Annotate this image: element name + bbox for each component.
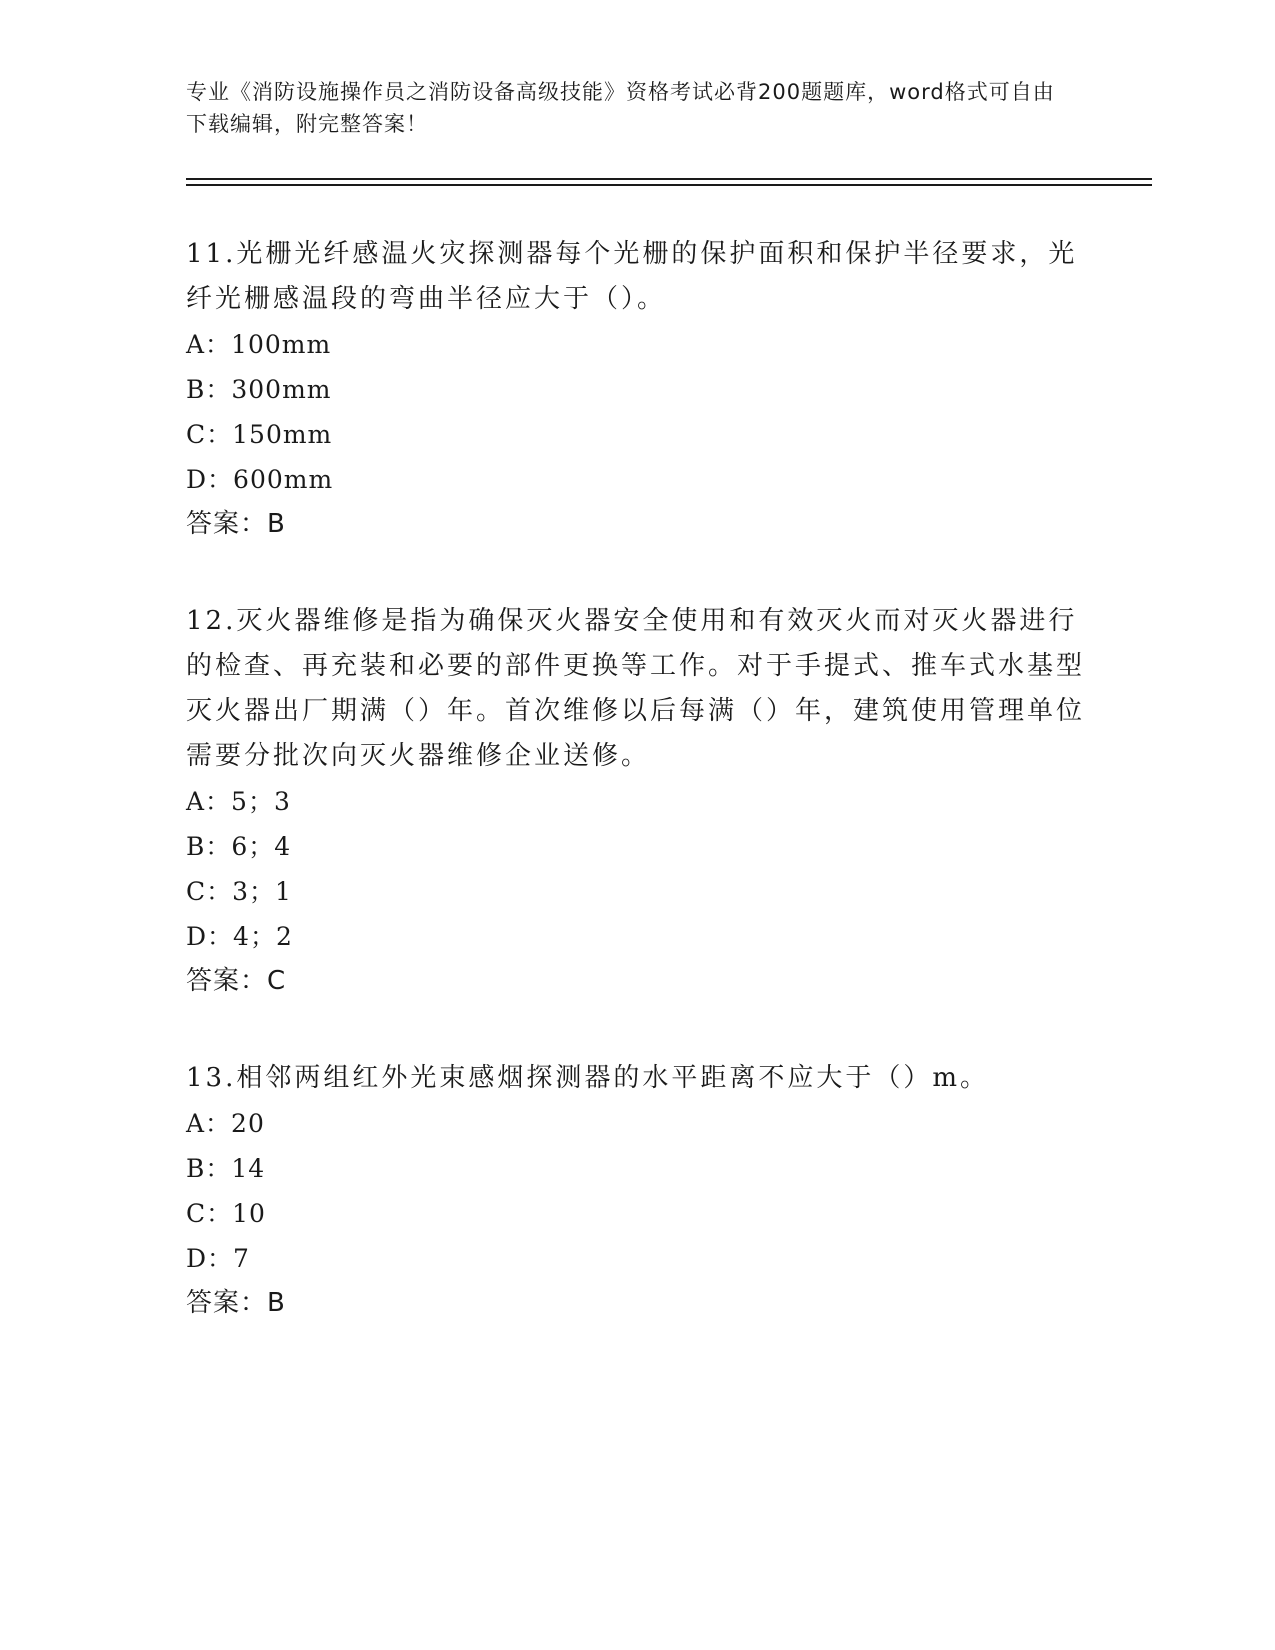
- question-stem: 12.灭火器维修是指为确保灭火器安全使用和有效灭火而对灭火器进行的检查、再充装和必要的部件更换等工作。对于手提式、推车式水基型灭火器出厂期满（）年。首次维修以后每满（）年，建筑使用管理单位需要分批次向灭火器维修企业送修。: [186, 606, 1086, 771]
- document-intro: 专业《消防设施操作员之消防设备高级技能》资格考试必背200题题库，word格式可自由下载编辑，附完整答案！: [186, 80, 1055, 136]
- option-c: C：150mm: [186, 420, 333, 449]
- question-list: [186, 232, 1086, 1378]
- option-d: D：600mm: [186, 465, 334, 494]
- answer-line: 答案：C: [186, 966, 287, 996]
- option-d: D：4；2: [186, 922, 293, 951]
- option-d: D：7: [186, 1244, 250, 1273]
- question-13: [186, 1056, 1086, 1326]
- question-11: [186, 232, 1086, 547]
- option-a: A：100mm: [186, 330, 332, 359]
- header-divider-bottom: [186, 184, 1152, 186]
- option-b: B：14: [186, 1154, 266, 1183]
- header-divider-top: [186, 178, 1152, 180]
- option-c: C：10: [186, 1199, 266, 1228]
- option-b: B：6；4: [186, 832, 292, 861]
- option-a: A：20: [186, 1109, 265, 1138]
- question-stem: 11.光栅光纤感温火灾探测器每个光栅的保护面积和保护半径要求，光纤光栅感温段的弯曲半径应大于（）。: [186, 239, 1078, 314]
- option-b: B：300mm: [186, 375, 332, 404]
- option-a: A：5；3: [186, 787, 291, 816]
- question-stem: 13.相邻两组红外光束感烟探测器的水平距离不应大于（）m。: [186, 1063, 990, 1093]
- answer-line: 答案：B: [186, 1288, 286, 1318]
- answer-line: 答案：B: [186, 509, 286, 539]
- option-c: C：3；1: [186, 877, 292, 906]
- question-12: [186, 599, 1086, 1004]
